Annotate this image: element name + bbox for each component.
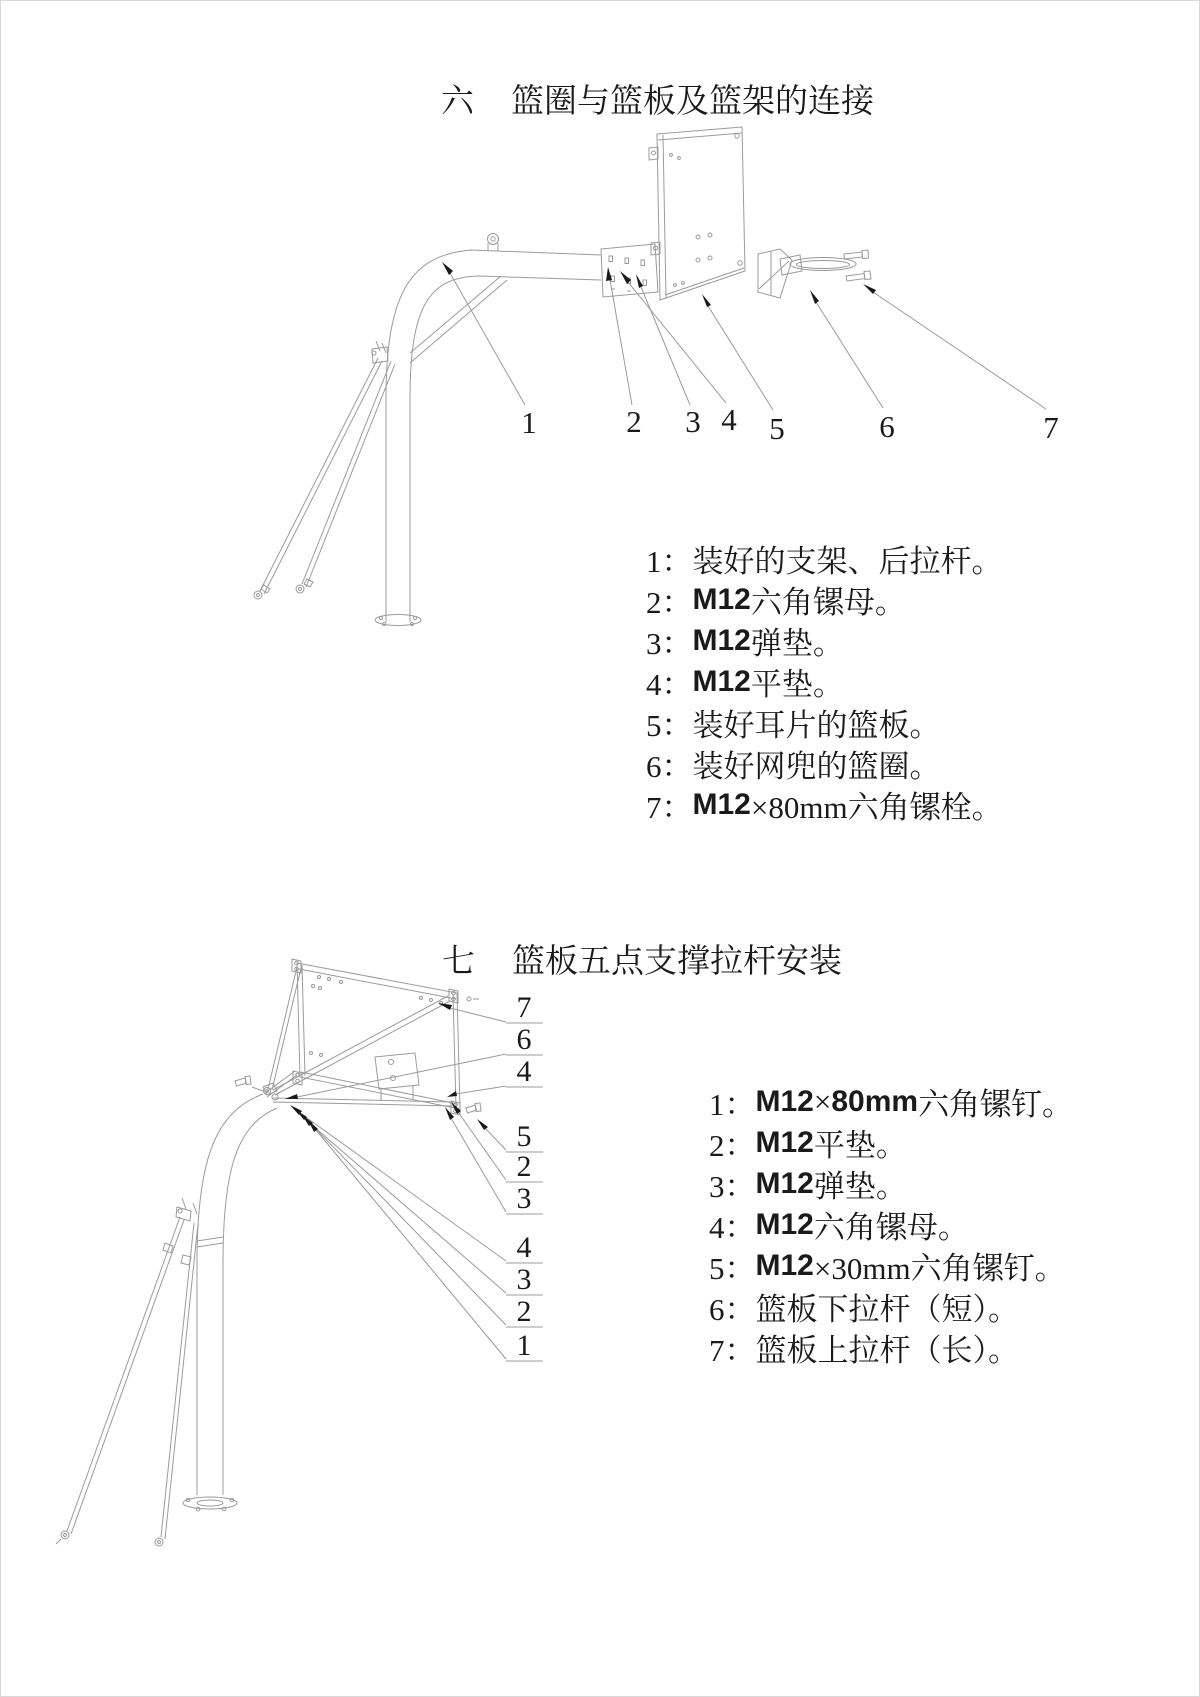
legend-item-number: 6： (709, 1292, 756, 1327)
legend-item-text: ×30mm六角镙钉。 (813, 1251, 1066, 1286)
legend-item-text: 装好的支架、后拉杆。 (692, 544, 1003, 579)
callout-number: 7 (516, 991, 532, 1024)
callout-number: 3 (516, 1182, 532, 1215)
legend-item-text: 六角镙母。 (813, 1210, 969, 1245)
callout-number: 6 (516, 1023, 532, 1056)
legend-item-number: 5： (709, 1251, 756, 1286)
legend-item-text: M12 (692, 623, 751, 657)
callout-number: 4 (721, 402, 737, 437)
assembly-diagrams (1, 1, 1200, 1697)
legend-item-text: M12 (692, 787, 751, 821)
legend-item-text: M12 (755, 1084, 814, 1118)
legend-item-text: M12 (692, 582, 751, 616)
diagram-two-callouts (517, 991, 532, 1362)
legend-item-number: 7： (709, 1333, 756, 1368)
callout-number: 2 (626, 404, 642, 439)
legend-item-text: 装好耳片的篮板。 (692, 708, 941, 743)
legend-item-text: M12 (755, 1248, 814, 1282)
legend-item-text: 六角镙母。 (750, 585, 906, 620)
callout-number: 6 (879, 409, 895, 444)
callout-number: 5 (516, 1120, 532, 1153)
legend-item-number: 2： (646, 585, 693, 620)
legend-item-text: ×80mm六角镙栓。 (750, 790, 1003, 825)
section-six-heading: 篮圈与篮板及篮架的连接 (511, 84, 874, 120)
legend-item-text: 装好网兜的篮圈。 (692, 749, 941, 784)
legend-item-text: M12 (755, 1166, 814, 1200)
legend-item-text: × (813, 1083, 832, 1119)
legend-item-text: 弹垫。 (813, 1169, 907, 1204)
callout-number: 4 (516, 1055, 532, 1088)
callout-number: 1 (521, 405, 537, 440)
callout-number: 1 (516, 1329, 532, 1362)
legend-item-number: 1： (709, 1087, 756, 1122)
legend-item-text: 六角镙钉。 (918, 1087, 1074, 1122)
legend-item-text: M12 (755, 1207, 814, 1241)
legend-item-number: 4： (709, 1210, 756, 1245)
section-seven-heading: 篮板五点支撑拉杆安装 (512, 944, 842, 980)
legend-item-text: M12 (692, 664, 751, 698)
legend-item-text: 篮板下拉杆（短）。 (755, 1292, 1019, 1327)
legend-item-number: 5： (646, 708, 693, 743)
diagram-five-point-support (56, 959, 543, 1546)
legend-item-number: 2： (709, 1128, 756, 1163)
legend-item-text: 篮板上拉杆（长）。 (755, 1333, 1019, 1368)
legend-item-text: 平垫。 (813, 1128, 907, 1163)
section-seven-number: 七 (442, 944, 475, 980)
legend-item-number: 7： (646, 790, 693, 825)
legend-item-number: 1： (646, 544, 693, 579)
legend-item-number: 3： (646, 626, 693, 661)
callout-number: 3 (685, 404, 701, 439)
legend-item-text: 弹垫。 (750, 626, 844, 661)
legend-item-number: 4： (646, 667, 693, 702)
legend-item-text: M12 (755, 1125, 814, 1159)
callout-number: 2 (516, 1150, 532, 1183)
legend-item-text: 80mm (831, 1084, 919, 1118)
callout-number: 4 (516, 1231, 532, 1264)
legend-item-number: 3： (709, 1169, 756, 1204)
section-six-number: 六 (441, 84, 474, 120)
legend-item-text: 平垫。 (750, 667, 844, 702)
legend-item-number: 6： (646, 749, 693, 784)
callout-number: 5 (769, 411, 785, 446)
diagram-rim-backboard-frame (254, 127, 1046, 626)
diagram-one-callouts (521, 402, 1059, 446)
callout-number: 3 (516, 1263, 532, 1296)
callout-number: 7 (1043, 410, 1059, 445)
callout-number: 2 (516, 1295, 532, 1328)
